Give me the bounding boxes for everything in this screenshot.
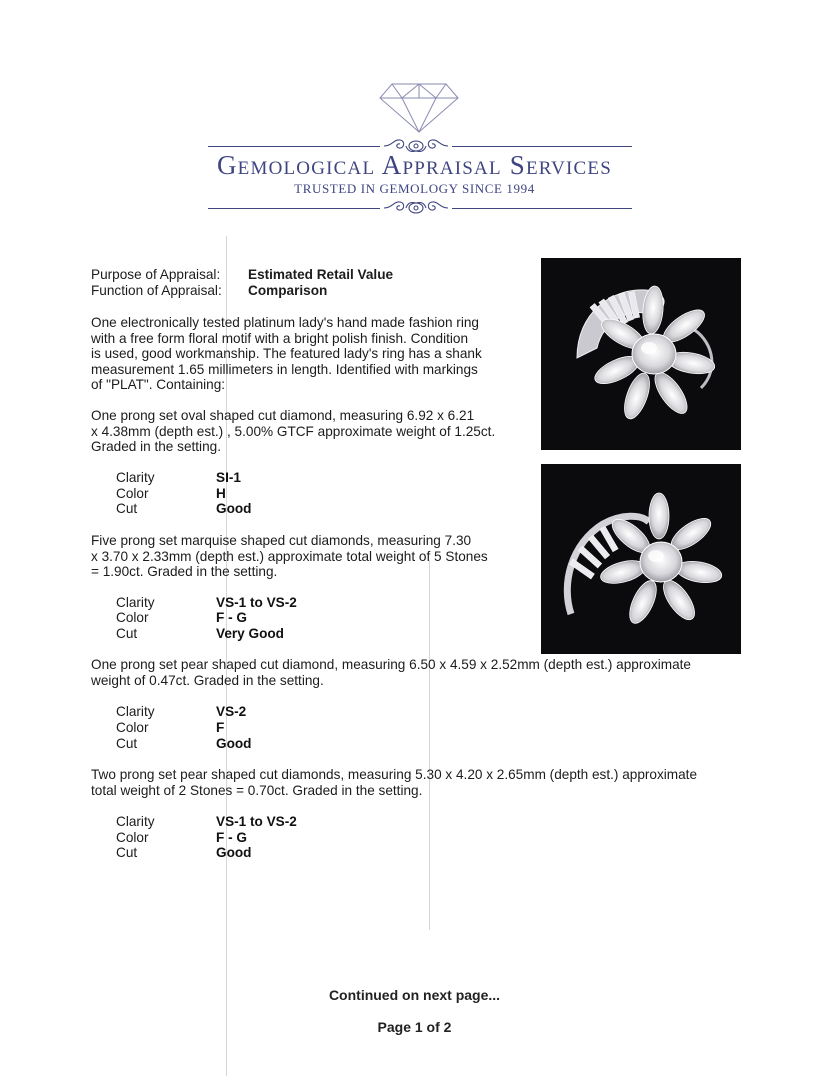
clarity-label: Clarity: [116, 704, 155, 719]
clarity-label: Clarity: [116, 595, 155, 610]
stone-line: Graded in the setting.: [91, 439, 221, 455]
color-label: Color: [116, 720, 149, 735]
function-value: Comparison: [248, 283, 328, 298]
function-label: Function of Appraisal:: [91, 283, 222, 298]
description-line: measurement 1.65 millimeters in length. Identified with markings: [91, 361, 478, 377]
cut-value: Good: [216, 736, 252, 751]
color-value: F - G: [216, 610, 247, 625]
purpose-label: Purpose of Appraisal:: [91, 267, 221, 282]
clarity-value: VS-1 to VS-2: [216, 595, 297, 610]
clarity-label: Clarity: [116, 814, 155, 829]
color-value: F - G: [216, 830, 247, 845]
cut-label: Cut: [116, 736, 138, 751]
stone-line: Two prong set pear shaped cut diamonds, measuring 5.30 x 4.20 x 2.65mm (depth est.) approximate: [91, 767, 698, 782]
color-label: Color: [116, 610, 149, 625]
scan-line: [429, 560, 430, 930]
description-line: One electronically tested platinum lady's hand made fashion ring: [91, 315, 479, 330]
header-rule-top-left: [208, 146, 380, 147]
cut-value: Good: [216, 501, 252, 516]
cut-value: Very Good: [216, 626, 284, 641]
page-number: Page 1 of 2: [377, 1019, 452, 1035]
scroll-ornament-icon: [382, 198, 450, 218]
cut-label: Cut: [116, 626, 138, 641]
company-tagline: TRUSTED IN GEMOLOGY SINCE 1994: [294, 181, 535, 196]
clarity-label: Clarity: [116, 470, 155, 485]
clarity-value: VS-2: [216, 704, 247, 719]
clarity-value: VS-1 to VS-2: [216, 814, 297, 829]
stone-line: weight of 0.47ct. Graded in the setting.: [91, 672, 324, 688]
color-value: H: [216, 486, 226, 501]
diamond-icon: [378, 82, 460, 134]
stone-description: [91, 408, 511, 455]
cut-value: Good: [216, 845, 252, 860]
description-line: is used, good workmanship. The featured lady's ring has a shank: [91, 346, 482, 362]
clarity-value: SI-1: [216, 470, 241, 485]
stone-line: total weight of 2 Stones = 0.70ct. Graded in the setting.: [91, 782, 423, 798]
purpose-value: Estimated Retail Value: [248, 267, 394, 282]
color-label: Color: [116, 830, 149, 845]
description-paragraph: [91, 315, 511, 393]
ring-photo-side-view: [541, 464, 741, 654]
stone-description: [91, 533, 511, 580]
description-line: with a free form floral motif with a bright polish finish. Condition: [91, 330, 469, 346]
stone-line: One prong set oval shaped cut diamond, measuring 6.92 x 6.21: [91, 408, 475, 423]
description-line: of "PLAT". Containing:: [91, 377, 226, 393]
color-value: F: [216, 720, 225, 735]
cut-label: Cut: [116, 845, 138, 860]
stone-description: [91, 657, 711, 688]
color-label: Color: [116, 486, 149, 501]
stone-line: x 4.38mm (depth est.) , 5.00% GTCF approximate weight of 1.25ct.: [91, 423, 496, 439]
company-name: Gemological Appraisal Services: [216, 150, 613, 180]
stone-description: [91, 767, 711, 798]
header-rule-top-right: [452, 146, 632, 147]
continued-note: Continued on next page...: [328, 987, 501, 1003]
ring-photo-top-view: [541, 258, 741, 450]
header-rule-bottom-right: [452, 208, 632, 209]
stone-line: = 1.90ct. Graded in the setting.: [91, 564, 278, 580]
cut-label: Cut: [116, 501, 138, 516]
stone-line: One prong set pear shaped cut diamond, measuring 6.50 x 4.59 x 2.52mm (depth est.) approximate: [91, 657, 691, 672]
stone-line: x 3.70 x 2.33mm (depth est.) approximate total weight of 5 Stones: [91, 548, 488, 564]
letterhead: [0, 0, 829, 240]
header-rule-bottom-left: [208, 208, 380, 209]
stone-line: Five prong set marquise shaped cut diamonds, measuring 7.30: [91, 533, 472, 548]
